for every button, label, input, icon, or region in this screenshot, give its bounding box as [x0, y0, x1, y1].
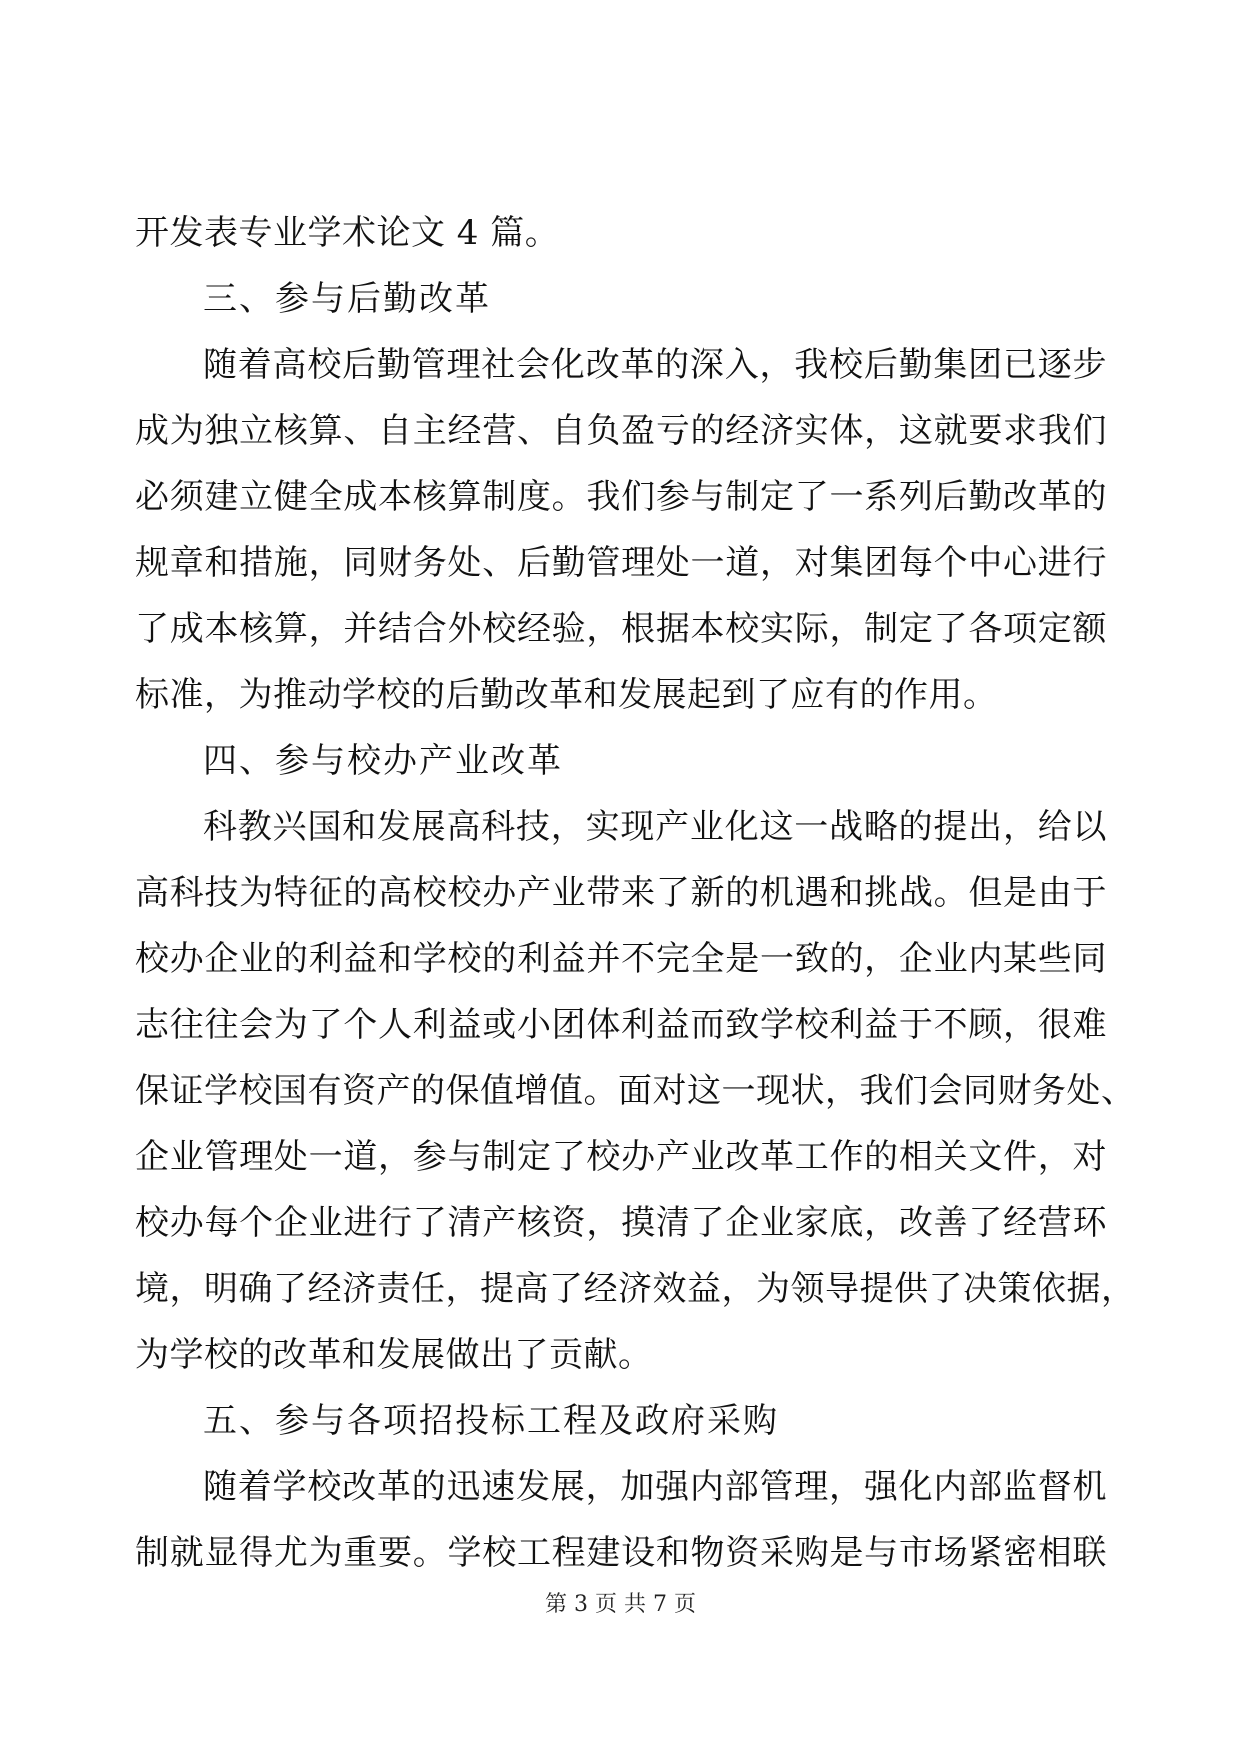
- paragraph-line: 制就显得尤为重要。学校工程建设和物资采购是与市场紧密相联: [135, 1533, 1107, 1573]
- paragraph-line: 保证学校国有资产的保值增值。面对这一现状，我们会同财务处、: [135, 1071, 1136, 1111]
- paragraph-line: 高科技为特征的高校校办产业带来了新的机遇和挑战。但是由于: [135, 873, 1107, 913]
- paragraph-line: 随着学校改革的迅速发展，加强内部管理，强化内部监督机: [203, 1467, 1107, 1507]
- paragraph-line: 开发表专业学术论文 4 篇。: [135, 213, 560, 253]
- section-heading-3: 三、参与后勤改革: [203, 279, 491, 319]
- paragraph-line: 必须建立健全成本核算制度。我们参与制定了一系列后勤改革的: [135, 477, 1107, 517]
- paragraph-line: 企业管理处一道，参与制定了校办产业改革工作的相关文件，对: [135, 1137, 1107, 1177]
- section-heading-4: 四、参与校办产业改革: [203, 741, 563, 781]
- paragraph-line: 校办企业的利益和学校的利益并不完全是一致的，企业内某些同: [135, 939, 1107, 979]
- paragraph-line: 随着高校后勤管理社会化改革的深入，我校后勤集团已逐步: [203, 345, 1107, 385]
- page-number-footer: 第 3 页 共 7 页: [545, 1592, 696, 1617]
- paragraph-line: 规章和措施，同财务处、后勤管理处一道，对集团每个中心进行: [135, 543, 1107, 583]
- paragraph-line: 科教兴国和发展高科技，实现产业化这一战略的提出，给以: [203, 807, 1107, 847]
- document-body: [135, 200, 1136, 1586]
- section-heading-5: 五、参与各项招投标工程及政府采购: [203, 1401, 779, 1441]
- paragraph-line: 境，明确了经济责任，提高了经济效益，为领导提供了决策依据，: [135, 1269, 1136, 1309]
- paragraph-line: 成为独立核算、自主经营、自负盈亏的经济实体，这就要求我们: [135, 411, 1107, 451]
- paragraph-line: 志往往会为了个人利益或小团体利益而致学校利益于不顾，很难: [135, 1005, 1107, 1045]
- paragraph-line: 标准，为推动学校的后勤改革和发展起到了应有的作用。: [135, 675, 998, 715]
- paragraph-line: 校办每个企业进行了清产核资，摸清了企业家底，改善了经营环: [135, 1203, 1107, 1243]
- paragraph-line: 了成本核算，并结合外校经验，根据本校实际，制定了各项定额: [135, 609, 1107, 649]
- paragraph-line: 为学校的改革和发展做出了贡献。: [135, 1335, 653, 1375]
